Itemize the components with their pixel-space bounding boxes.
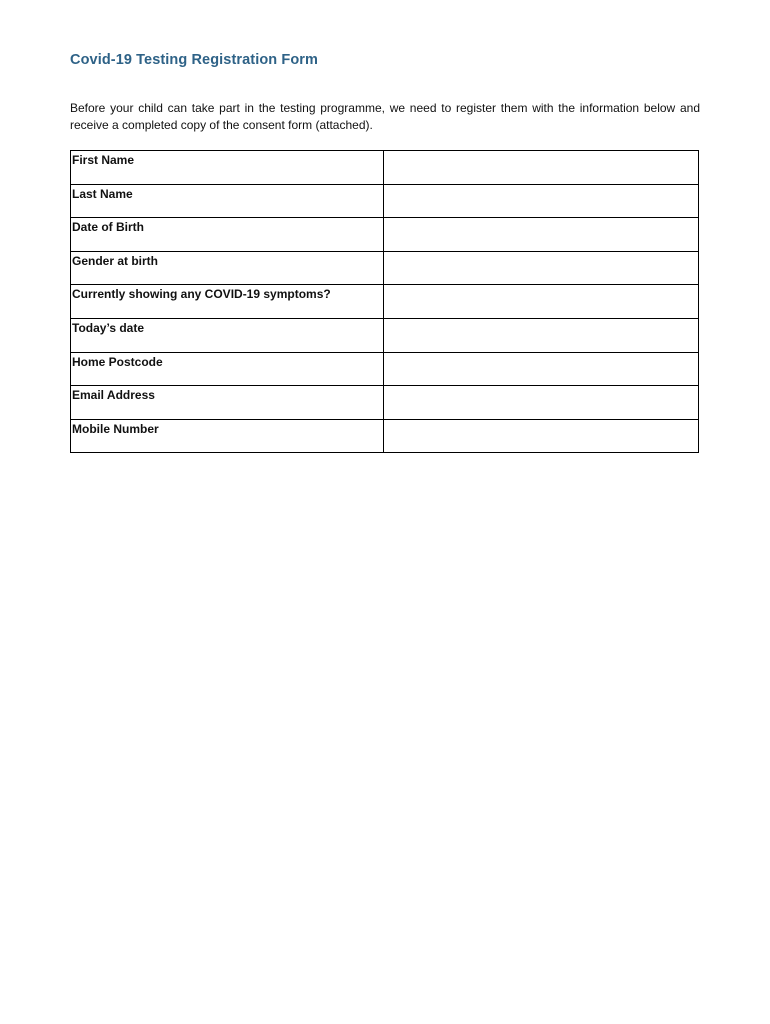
todays-date-label: Today’s date	[71, 318, 384, 352]
email-address-label: Email Address	[71, 386, 384, 420]
table-row	[71, 285, 699, 319]
registration-table	[70, 150, 699, 453]
first-name-label: First Name	[71, 151, 384, 185]
todays-date-field[interactable]	[384, 318, 699, 352]
last-name-label: Last Name	[71, 184, 384, 218]
gender-at-birth-label: Gender at birth	[71, 251, 384, 285]
last-name-field[interactable]	[384, 184, 699, 218]
mobile-number-label: Mobile Number	[71, 419, 384, 453]
table-row	[71, 318, 699, 352]
table-row	[71, 218, 699, 252]
date-of-birth-field[interactable]	[384, 218, 699, 252]
email-address-field[interactable]	[384, 386, 699, 420]
gender-at-birth-field[interactable]	[384, 251, 699, 285]
home-postcode-field[interactable]	[384, 352, 699, 386]
table-row	[71, 419, 699, 453]
home-postcode-label: Home Postcode	[71, 352, 384, 386]
first-name-field[interactable]	[384, 151, 699, 185]
page-title: Covid-19 Testing Registration Form	[70, 52, 319, 68]
table-row	[71, 386, 699, 420]
table-row	[71, 184, 699, 218]
symptoms-field[interactable]	[384, 285, 699, 319]
date-of-birth-label: Date of Birth	[71, 218, 384, 252]
symptoms-label: Currently showing any COVID-19 symptoms?	[71, 285, 384, 319]
table-row	[71, 251, 699, 285]
table-row	[71, 352, 699, 386]
mobile-number-field[interactable]	[384, 419, 699, 453]
table-row	[71, 151, 699, 185]
intro-paragraph: Before your child can take part in the testing programme, we need to register them with the information below and receive a completed copy of the consent form (attached).	[70, 101, 700, 132]
